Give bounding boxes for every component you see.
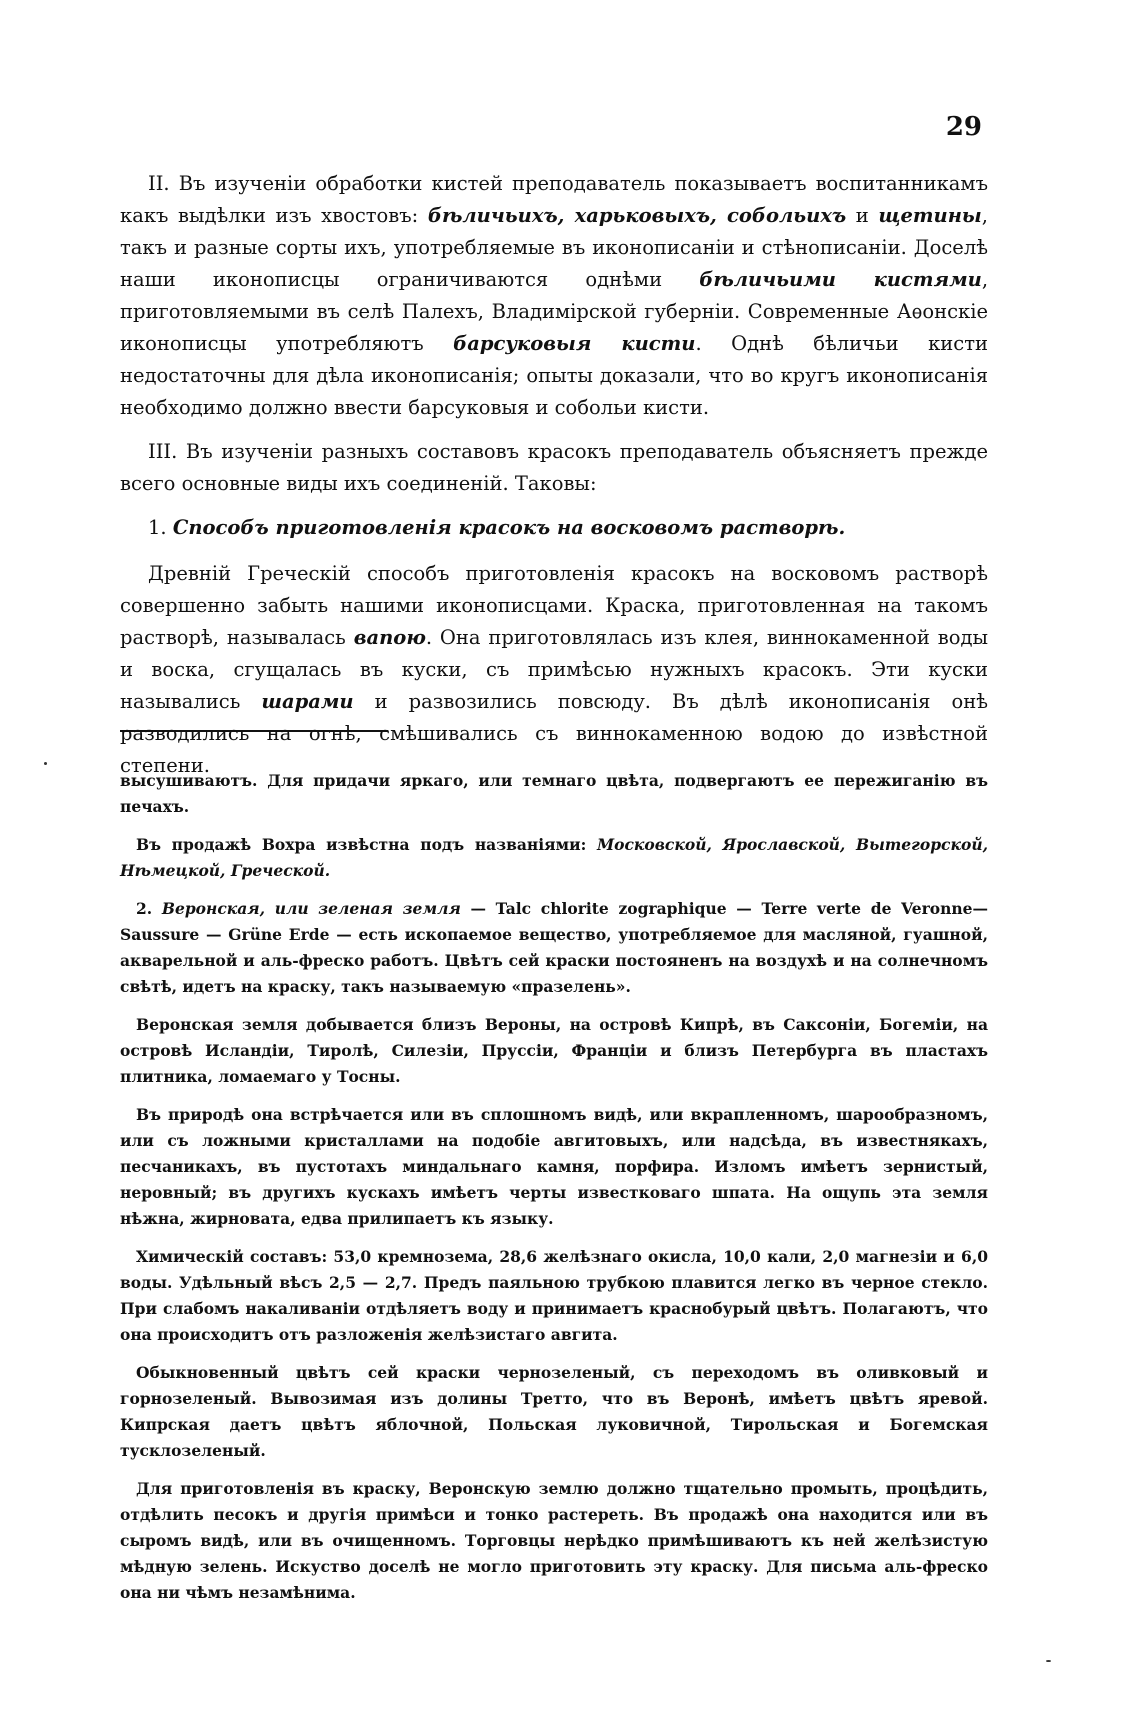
section-heading (120, 512, 988, 544)
footnote-occurrence: Въ природѣ она встрѣчается или въ сплошномъ видѣ, или вкрапленномъ, шарообразномъ, или съ ложными кристаллами на подобіе авгитовыхъ, или надсѣда, въ известнякахъ, песчаникахъ, въ пустотахъ миндальнаго камня, порфира. Изломъ имѣетъ зернистый, неровный; въ другихъ кускахъ имѣетъ черты известковаго шпата. На ощупь эта земля нѣжна, жирновата, едва прилипаетъ къ языку. (120, 1105, 988, 1228)
footnote-colour: Обыкновенный цвѣтъ сей краски чернозеленый, съ переходомъ въ оливковый и горнозеленый. Вывозимая изъ долины Третто, что въ Веронѣ, имѣетъ цвѣтъ яревой. Кипрская даетъ цвѣтъ яблочной, Польская луковичной, Тирольская и Богемская тусклозеленый. (120, 1363, 988, 1460)
scan-speck (44, 762, 47, 765)
footnote-divider (120, 730, 388, 732)
section-heading-text: Способъ приготовленія красокъ на восковомъ растворѣ. (172, 516, 846, 539)
paragraph-wax: Древній Греческій способъ приготовленія красокъ на восковомъ растворѣ совершенно забыть нашими иконописцами. Краска, приготовленная на такомъ растворѣ, называлась вапою. Она приготовлялась изъ клея, виннокаменной воды и воска, сгущалась въ куски, съ примѣсью нужныхъ красокъ. Эти куски назывались шарами и развозились повсюду. Въ дѣлѣ иконописанія онѣ разводились на огнѣ, смѣшивались съ виннокаменною водою до извѣстной степени. (120, 562, 988, 777)
page-number: 29 (945, 112, 982, 142)
footnotes (120, 768, 988, 1618)
main-text (120, 168, 988, 794)
footnote-continuation: высушиваютъ. Для придачи яркаго, или темнаго цвѣта, подвергаютъ ее пережиганію въ печахъ. (120, 771, 988, 816)
paragraph-paints: III. Въ изученіи разныхъ составовъ красокъ преподаватель объясняетъ прежде всего основные виды ихъ соединеній. Таковы: (120, 440, 988, 495)
section-heading-number: 1. (148, 516, 173, 539)
footnote-locations: Веронская земля добывается близъ Вероны, на островѣ Кипрѣ, въ Саксоніи, Богеміи, на островѣ Исландіи, Тиролѣ, Силезіи, Пруссіи, Франціи и близъ Петербурга въ пластахъ плитника, ломаемаго у Тосны. (120, 1015, 988, 1086)
footnote-ochre-names: Въ продажѣ Вохра извѣстна подъ названіями: Московской, Ярославской, Вытегорской, Нѣмецкой, Греческой. (120, 835, 988, 880)
footnote-preparation: Для приготовленія въ краску, Веронскую землю должно тщательно промыть, процѣдить, отдѣлить песокъ и другія примѣси и тонко растереть. Въ продажѣ она находится или въ сыромъ видѣ, или въ очищенномъ. Торговцы нерѣдко примѣшиваютъ къ ней желѣзистую мѣдную зелень. Искуство доселѣ не могло приготовить эту краску. Для письма аль-фреско она ни чѣмъ незамѣнима. (120, 1479, 988, 1602)
scan-speck (1046, 1660, 1051, 1662)
footnote-verona-earth: 2. Веронская, или зеленая земля — Talc chlorite zographique — Terre verte de Veronne— Saussure — Grüne Erde — есть ископаемое вещество, употребляемое для масляной, гуашной, акварельной и аль-фреско работъ. Цвѣтъ сей краски постояненъ на воздухѣ и на солнечномъ свѣтѣ, идетъ на краску, такъ называемую «празелень». (120, 899, 988, 996)
paragraph-brushes: II. Въ изученіи обработки кистей преподаватель показываетъ воспитанникамъ какъ выдѣлки изъ хвостовъ: бѣличьихъ, харьковыхъ, собольихъ и щетины, такъ и разные сорты ихъ, употребляемые въ иконописаніи и стѣнописаніи. Доселѣ наши иконописцы ограничиваются однѣми бѣличьими кистями, приготовляемыми въ селѣ Палехъ, Владимірской губерніи. Современные Аѳонскіе иконописцы употребляютъ барсуковыя кисти. Однѣ бѣличьи кисти недостаточны для дѣла иконописанія; опыты доказали, что во кругъ иконописанія необходимо должно ввести барсуковыя и собольи кисти. (120, 172, 989, 419)
footnote-chemistry: Химическій составъ: 53,0 кремнозема, 28,6 желѣзнаго окисла, 10,0 кали, 2,0 магнезіи и 6,0 воды. Удѣльный вѣсъ 2,5 — 2,7. Предъ паяльною трубкою плавится легко въ черное стекло. При слабомъ накаливаніи отдѣляетъ воду и принимаетъ краснобурый цвѣтъ. Полагаютъ, что она происходитъ отъ разложенія желѣзистаго авгита. (120, 1247, 988, 1344)
